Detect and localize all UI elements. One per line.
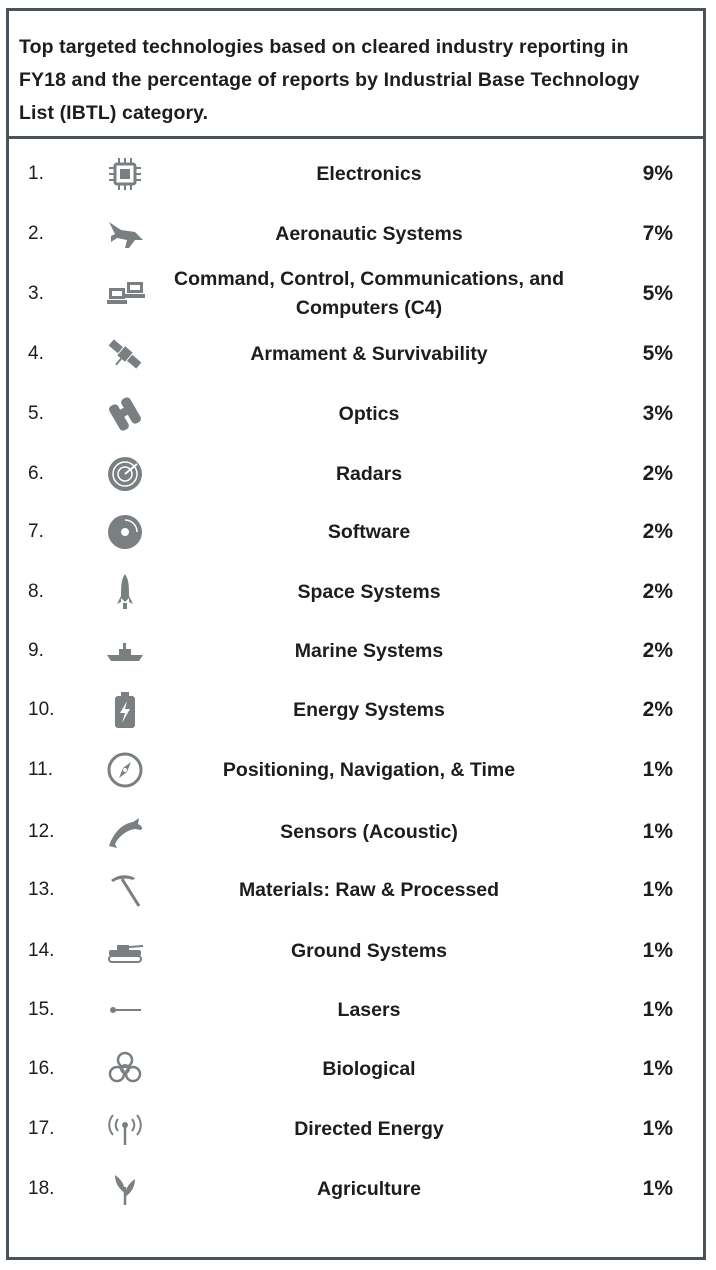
satellite-icon	[105, 334, 145, 374]
table-row	[9, 1161, 703, 1217]
table-row	[9, 386, 703, 442]
table-row	[9, 623, 703, 679]
row-number: 5.	[28, 403, 44, 424]
percentage-value: 2%	[642, 520, 673, 543]
table-row	[9, 326, 703, 382]
percentage-value: 2%	[642, 639, 673, 662]
percentage-value: 1%	[642, 1117, 673, 1140]
table-row	[9, 1101, 703, 1157]
technology-label: Radars	[335, 462, 403, 485]
laser-icon	[105, 990, 145, 1030]
technology-label: Biological	[322, 1057, 416, 1080]
percentage-value: 1%	[642, 1177, 673, 1200]
percentage-value: 5%	[642, 342, 673, 365]
table-row	[9, 682, 703, 738]
technology-label: Aeronautic Systems	[275, 222, 463, 245]
row-number: 3.	[28, 283, 44, 304]
technology-label: Materials: Raw & Processed	[238, 878, 500, 901]
percentage-value: 1%	[642, 998, 673, 1021]
technology-label: Optics	[338, 402, 400, 425]
compass-icon	[105, 750, 145, 790]
percentage-value: 1%	[642, 758, 673, 781]
technology-label: Command, Control, Communications, and Computers (C4)	[173, 268, 564, 319]
table-row	[9, 206, 703, 262]
technology-label: Electronics	[316, 162, 422, 185]
technology-label: Space Systems	[297, 580, 441, 603]
table-row	[9, 742, 703, 798]
row-number: 17.	[28, 1118, 55, 1139]
row-number: 1.	[28, 163, 44, 184]
technology-label: Armament & Survivability	[250, 342, 488, 365]
table-row	[9, 146, 703, 202]
ship-icon	[105, 631, 145, 671]
row-number: 12.	[28, 821, 55, 842]
table-row	[9, 266, 703, 322]
percentage-value: 2%	[642, 462, 673, 485]
pickaxe-icon	[105, 870, 145, 910]
microchip-icon	[105, 154, 145, 194]
percentage-value: 1%	[642, 878, 673, 901]
table-row	[9, 923, 703, 979]
technology-label: Lasers	[337, 998, 401, 1021]
row-number: 13.	[28, 879, 55, 900]
technology-label: Directed Energy	[294, 1117, 444, 1140]
percentage-value: 1%	[642, 820, 673, 843]
ibtl-table	[6, 8, 706, 1260]
percentage-value: 1%	[642, 939, 673, 962]
row-number: 8.	[28, 581, 44, 602]
percentage-value: 1%	[642, 1057, 673, 1080]
technology-label: Agriculture	[316, 1177, 421, 1200]
header-text: Top targeted technologies based on cleared industry reporting in FY18 and the percentage of reports by Industrial Base Technology List (IBTL) category.	[19, 36, 640, 124]
technology-label: Marine Systems	[294, 639, 444, 662]
percentage-value: 3%	[642, 402, 673, 425]
disc-icon	[105, 512, 145, 552]
technology-label: Software	[327, 520, 411, 543]
wheat-icon	[105, 1169, 145, 1209]
row-number: 9.	[28, 640, 44, 661]
row-number: 15.	[28, 999, 55, 1020]
table-row	[9, 504, 703, 560]
table-row	[9, 982, 703, 1038]
table-row	[9, 862, 703, 918]
percentage-value: 7%	[642, 222, 673, 245]
row-number: 16.	[28, 1058, 55, 1079]
dolphin-icon	[105, 812, 145, 852]
row-number: 7.	[28, 521, 44, 542]
biohazard-icon	[105, 1049, 145, 1089]
table-body	[9, 136, 703, 1257]
table-header	[9, 11, 703, 139]
table-row	[9, 446, 703, 502]
table-row	[9, 804, 703, 860]
table-row	[9, 1041, 703, 1097]
row-number: 14.	[28, 940, 55, 961]
technology-label: Ground Systems	[290, 939, 448, 962]
row-number: 10.	[28, 699, 55, 720]
percentage-value: 9%	[642, 162, 673, 185]
rocket-icon	[105, 572, 145, 612]
antenna-icon	[105, 1109, 145, 1149]
row-number: 2.	[28, 223, 44, 244]
battery-icon	[105, 690, 145, 730]
row-number: 6.	[28, 463, 44, 484]
fighter-jet-icon	[105, 214, 145, 254]
percentage-value: 2%	[642, 698, 673, 721]
tank-icon	[105, 931, 145, 971]
radar-icon	[105, 454, 145, 494]
computers-icon	[105, 274, 145, 314]
technology-label: Sensors (Acoustic)	[280, 820, 458, 843]
row-number: 18.	[28, 1178, 55, 1199]
table-row	[9, 564, 703, 620]
row-number: 4.	[28, 343, 44, 364]
technology-label: Positioning, Navigation, & Time	[222, 758, 516, 781]
percentage-value: 2%	[642, 580, 673, 603]
binoculars-icon	[105, 394, 145, 434]
technology-label: Energy Systems	[293, 698, 445, 721]
row-number: 11.	[28, 759, 54, 780]
percentage-value: 5%	[642, 282, 673, 305]
